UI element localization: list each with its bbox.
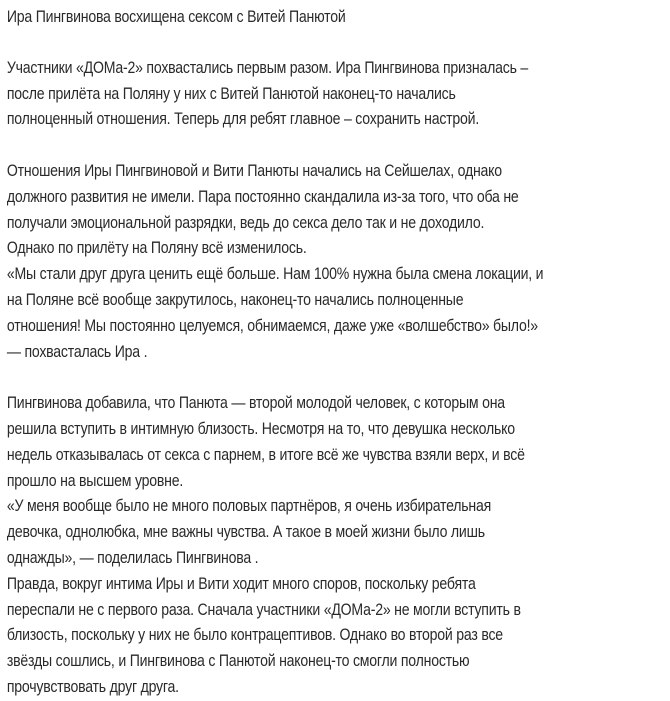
- text-line: звёзды сошлись, и Пингвинова с Панютой наконец-то смогли полностью: [6, 652, 470, 671]
- text-line: близость, поскольку у них не было контрацептивов. Однако во второй раз все: [6, 626, 503, 645]
- text-line: на Поляне всё вообще закрутилось, наконец-то начались полноценные: [6, 290, 464, 309]
- text-line: «У меня вообще было не много половых партнёров, я очень избирательная: [6, 497, 492, 516]
- text-line: Пингвинова добавила, что Панюта — второй молодой человек, с которым она: [6, 394, 505, 413]
- text-line: переспали не с первого раза. Сначала участники «ДОМа-2» не могли вступить в: [6, 600, 521, 619]
- text-line: «Мы стали друг друга ценить ещё больше. Нам 100% нужна была смена локации, и: [6, 265, 544, 284]
- text-line: отношения! Мы постоянно целуемся, обнимаемся, даже уже «волшебство» было!»: [6, 316, 538, 335]
- article-title: Ира Пингвинова восхищена сексом с Витей Панютой: [6, 8, 346, 26]
- text-line: после прилёта на Поляну у них с Витей Панютой наконец-то начались: [6, 84, 456, 103]
- text-line: — похвасталась Ира .: [6, 342, 148, 361]
- article-body: [7, 30, 669, 701]
- text-line: недель отказывалась от секса с парнем, в итоге всё же чувства взяли верх, и всё: [6, 445, 525, 464]
- text-line: однажды», — поделилась Пингвинова .: [6, 548, 259, 567]
- text-line: полноценный отношения. Теперь для ребят главное – сохранить настрой.: [6, 110, 480, 129]
- text-line: прошло на высшем уровне.: [6, 471, 184, 490]
- text-line: Правда, вокруг интима Иры и Вити ходит много споров, поскольку ребята: [6, 574, 476, 593]
- text-line: Однако по прилёту на Поляну всё изменилось.: [6, 239, 307, 258]
- text-line: должного развития не имели. Пара постоянно скандалила из-за того, что оба не: [6, 187, 519, 206]
- text-line: получали эмоциональной разрядки, ведь до секса дело так и не доходило.: [6, 213, 485, 232]
- paragraph-gap: [7, 30, 669, 56]
- paragraph-gap: [7, 365, 669, 391]
- text-line: решила вступить в интимную близость. Несмотря на то, что девушка несколько: [6, 419, 515, 438]
- text-line: Участники «ДОМа-2» похвастались первым разом. Ира Пингвинова призналась –: [6, 58, 529, 77]
- text-line: Отношения Иры Пингвиновой и Вити Панюты начались на Сейшелах, однако: [6, 161, 502, 180]
- text-line: прочувствовать друг друга.: [6, 677, 179, 696]
- paragraph-gap: [7, 133, 669, 159]
- text-line: девочка, однолюбка, мне важны чувства. А такое в моей жизни было лишь: [6, 523, 485, 542]
